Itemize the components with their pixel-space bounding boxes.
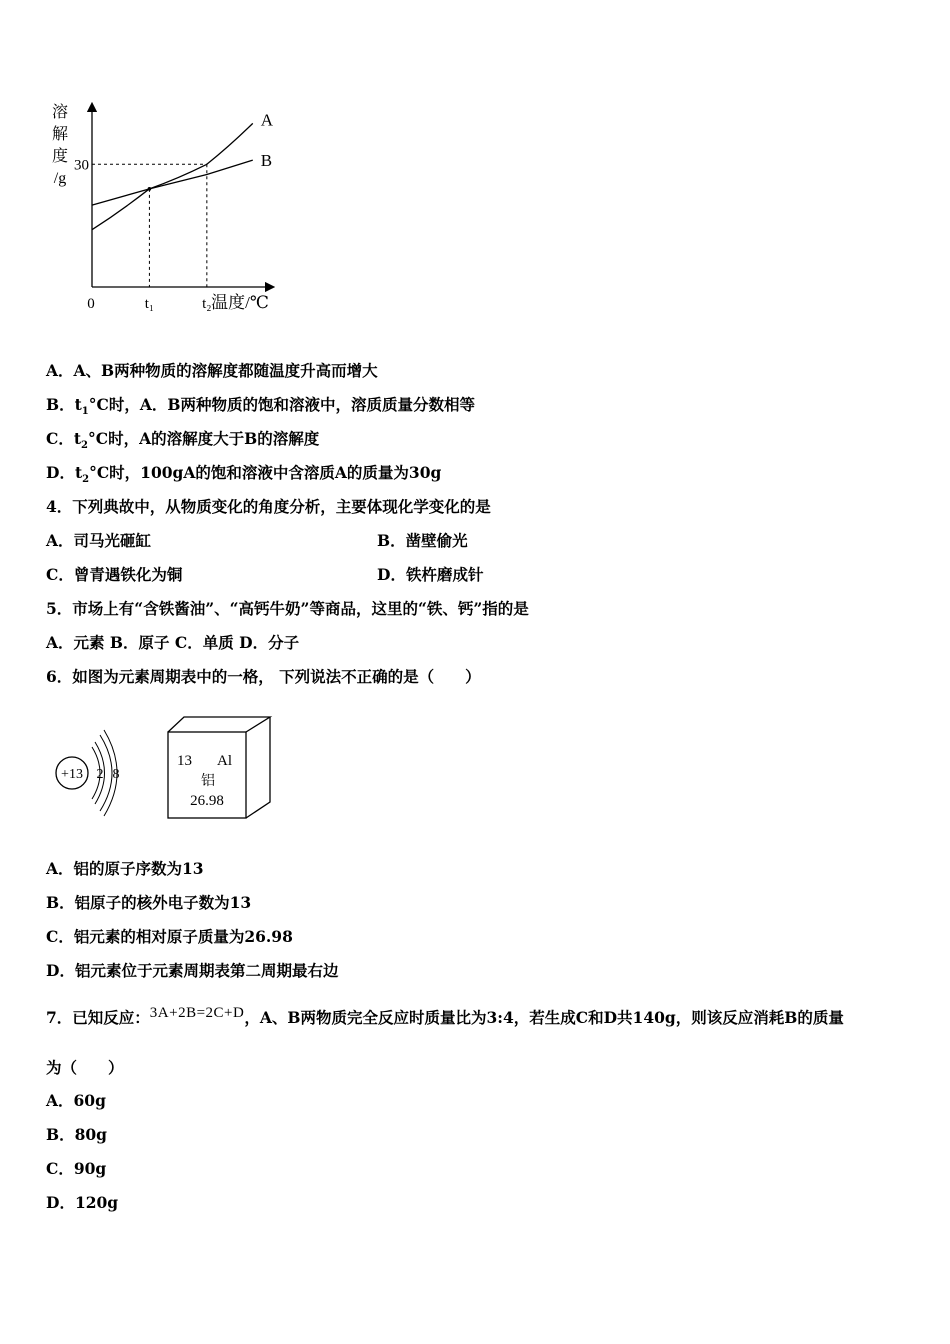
option-text-pre: t — [74, 395, 82, 414]
option-text: A、B两种物质的溶解度都随温度升高而增大 — [73, 361, 378, 380]
q7-stem-post: ，A、B两物质完全反应时质量比为3:4，若生成C和D共140g，则该反应消耗B的质量 — [244, 1008, 844, 1027]
option-letter: C． — [46, 429, 74, 448]
origin-label: 0 — [87, 296, 95, 312]
q6-option-b[interactable]: B．铝原子的核外电子数为13 — [46, 893, 252, 912]
q6-option-c[interactable]: C．铝元素的相对原子质量为26.98 — [46, 927, 293, 946]
nucleus-charge: +13 — [61, 767, 83, 782]
cell-top — [168, 717, 270, 732]
y-axis-label-char: 度 — [51, 148, 69, 165]
q4-option-b[interactable]: B．凿壁偷光 — [377, 531, 468, 550]
q5-options[interactable]: A．元素 B．原子 C．单质 D．分子 — [46, 633, 300, 652]
q3-option-a[interactable] — [46, 361, 378, 381]
q7-stem-pre: 7．已知反应： — [46, 1008, 150, 1027]
intersection-point — [148, 187, 152, 191]
y-tick-label: 30 — [74, 157, 89, 174]
q7-option-d[interactable]: D．120g — [46, 1193, 119, 1212]
y-axis-label-char: 解 — [51, 126, 69, 143]
series-line-A — [92, 123, 253, 229]
x-tick-label: t₁ — [144, 296, 155, 312]
periodic-table-cell — [160, 712, 280, 824]
q3-option-c[interactable] — [46, 429, 319, 456]
atomic-mass: 26.98 — [190, 793, 224, 809]
q7-option-a[interactable]: A．60g — [46, 1091, 106, 1110]
q4-option-c[interactable]: C．曾青遇铁化为铜 — [46, 565, 183, 584]
option-text-pre: t — [73, 429, 82, 448]
y-axis-label-char: 溶 — [51, 104, 69, 121]
subscript: 1 — [81, 406, 89, 418]
q4-stem: 4．下列典故中，从物质变化的角度分析，主要体现化学变化的是 — [46, 497, 491, 516]
q7-option-c[interactable]: C．90g — [46, 1159, 107, 1178]
q4-option-d[interactable]: D．铁杵磨成针 — [377, 565, 484, 584]
q7-stem — [46, 1005, 844, 1029]
subscript: 2 — [82, 474, 90, 486]
option-text: °C时，A的溶解度大于B的溶解度 — [87, 429, 320, 448]
q5-stem: 5．市场上有“含铁酱油”、“高钙牛奶”等商品，这里的“铁、钙”指的是 — [46, 599, 529, 618]
series-line-B — [92, 160, 253, 205]
q6-option-d[interactable]: D．铝元素位于元素周期表第二周期最右边 — [46, 961, 339, 980]
option-letter: D． — [46, 463, 75, 482]
series-label-A: A — [260, 110, 274, 130]
x-tick-label: t₂ — [202, 296, 212, 312]
q7-option-b[interactable]: B．80g — [46, 1125, 108, 1144]
option-text: °C时，100gA的饱和溶液中含溶质A的质量为30g — [89, 463, 442, 482]
q3-option-b[interactable] — [46, 395, 475, 422]
x-axis-label: 温度/℃ — [211, 293, 269, 312]
atom-structure-diagram — [48, 728, 138, 823]
q6-option-a[interactable]: A．铝的原子序数为13 — [46, 859, 204, 878]
q7-stem-line2: 为（ ） — [46, 1058, 124, 1077]
element-name: 铝 — [201, 774, 215, 789]
series-label-B: B — [260, 151, 273, 171]
q6-stem: 6．如图为元素周期表中的一格， 下列说法不正确的是（ ） — [46, 667, 481, 686]
shell2-electrons: 8 — [112, 767, 120, 782]
option-text: °C时，A．B两种物质的饱和溶液中，溶质质量分数相等 — [88, 395, 475, 414]
solubility-chart — [40, 95, 290, 325]
q4-option-a[interactable]: A．司马光砸缸 — [46, 531, 152, 550]
shell1-electrons: 2 — [96, 767, 104, 782]
q3-option-d[interactable] — [46, 463, 441, 490]
cell-side — [246, 717, 270, 818]
q7-equation: 3A+2B=2C+D — [149, 1005, 245, 1021]
option-letter: B． — [46, 395, 75, 414]
option-letter: A． — [46, 361, 74, 380]
subscript: 2 — [81, 440, 88, 452]
option-text-pre: t — [74, 463, 83, 482]
element-symbol: Al — [217, 753, 232, 769]
y-axis-label-char: /g — [53, 170, 67, 187]
atomic-number: 13 — [177, 753, 192, 769]
